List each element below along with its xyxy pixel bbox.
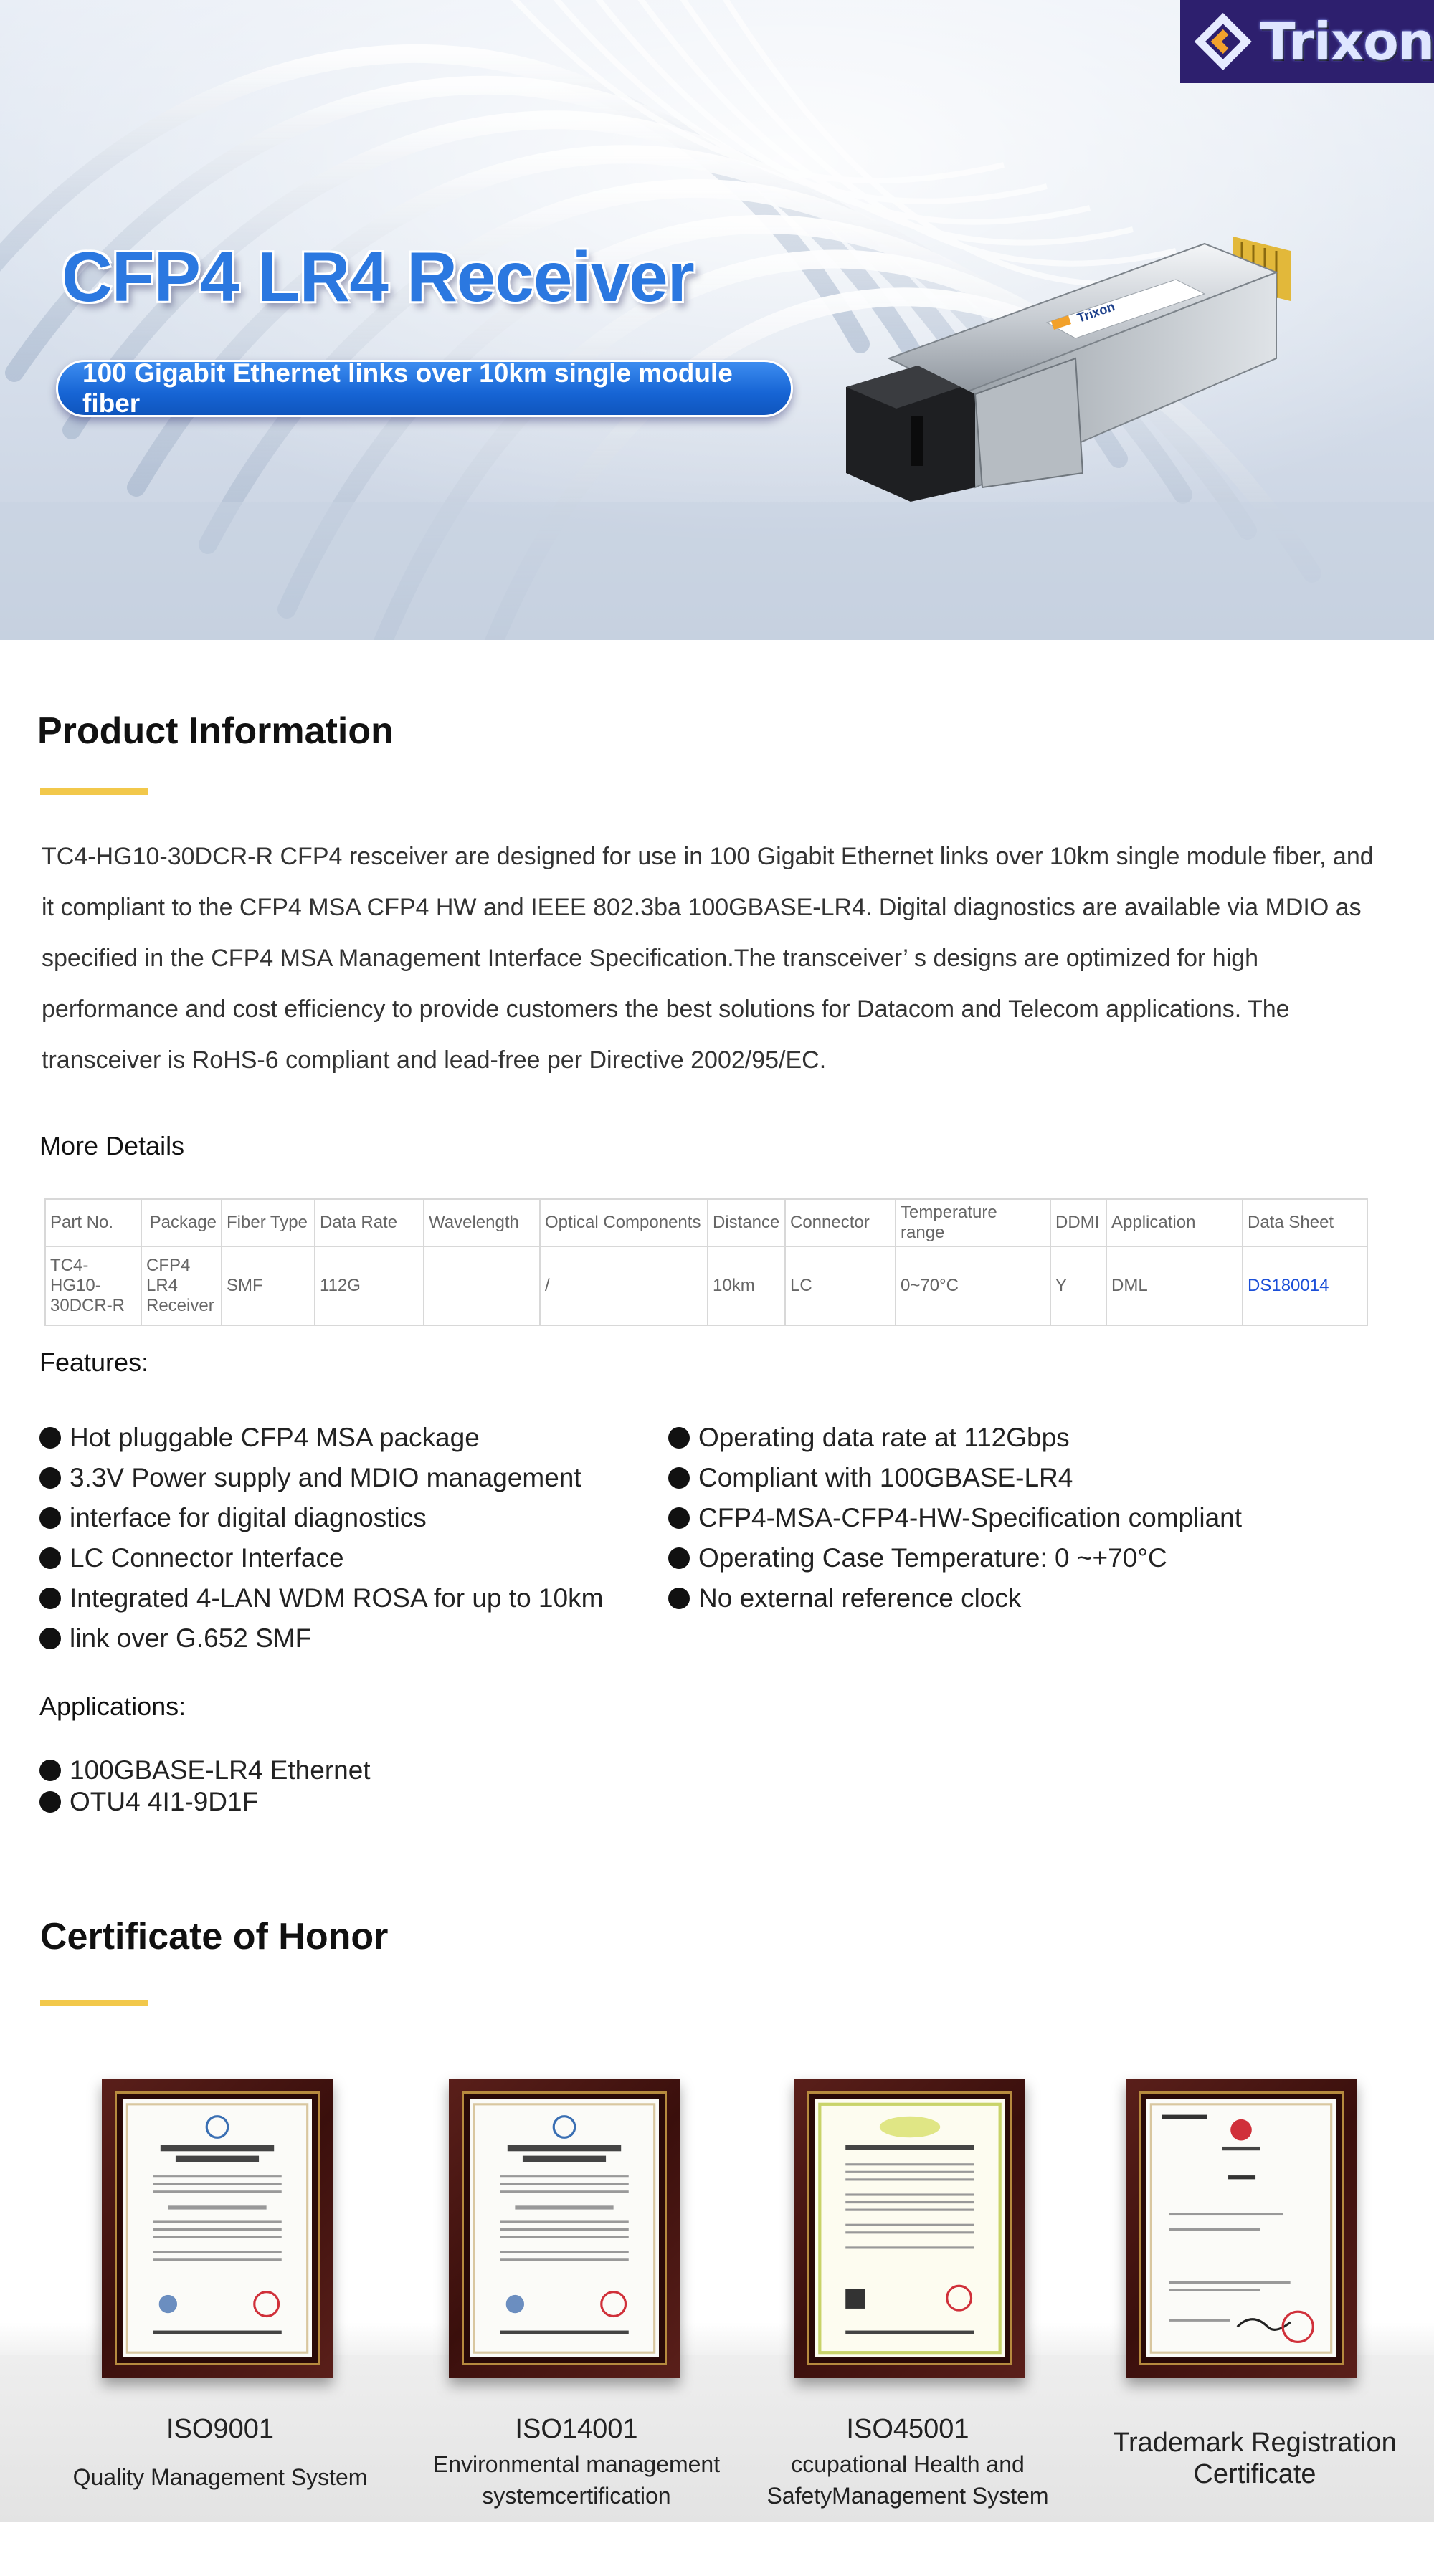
bullet-icon	[39, 1427, 61, 1449]
list-item: LC Connector Interface	[39, 1538, 603, 1578]
table-row	[45, 1246, 1367, 1325]
cell-connector: LC	[785, 1246, 896, 1325]
features-heading: Features:	[39, 1347, 149, 1377]
col-ddmi: DDMI	[1050, 1199, 1106, 1246]
cell-temperature-range: 0~70°C	[896, 1246, 1050, 1325]
cert-iso45001-title: ISO45001	[846, 2414, 969, 2444]
list-item: Operating Case Temperature: 0 ~+70°C	[668, 1538, 1242, 1578]
cell-fiber-type: SMF	[222, 1246, 315, 1325]
list-item: Hot pluggable CFP4 MSA package	[39, 1418, 603, 1458]
cell-part-no: TC4-HG10-30DCR-R	[45, 1246, 141, 1325]
col-package: Package	[141, 1199, 222, 1246]
col-application: Application	[1106, 1199, 1243, 1246]
cert-trademark-title: Trademark Registration Certificate	[1113, 2428, 1397, 2489]
brand-logo[interactable]	[1180, 0, 1434, 83]
certificate-accent-bar	[40, 2000, 148, 2006]
applications-heading: Applications:	[39, 1692, 186, 1721]
product-description: TC4-HG10-30DCR-R CFP4 resceiver are designed for use in 100 Gigabit Ethernet links over 10km single module fiber, and it compliant to the CFP4 MSA CFP4 HW and IEEE 802.3ba 100GBASE-LR4. Digital diagnostics are available via MDIO as specified in the CFP4 MSA Management Interface Specification.The transceiver’ s designs are optimized for high performance and cost efficiency to provide customers the best solutions for Datacom and Telecom applications. The transceiver is RoHS-6 compliant and lead-free per Directive 2002/95/EC.	[42, 843, 1374, 1074]
cert-iso9001-subtitle: Quality Management System	[72, 2464, 368, 2490]
col-fiber-type: Fiber Type	[222, 1199, 315, 1246]
cert-iso45001-subtitle: ccupational Health and SafetyManagement System	[766, 2451, 1049, 2509]
bullet-icon	[668, 1467, 690, 1489]
certificate-document-icon	[123, 2099, 312, 2357]
certificate-document-icon	[1146, 2099, 1336, 2357]
col-temperature-range: Temperature range	[896, 1199, 1050, 1246]
col-optical-components: Optical Components	[540, 1199, 708, 1246]
banner-subtitle-pill: 100 Gigabit Ethernet links over 10km single module fiber	[56, 360, 793, 417]
hero-banner	[0, 0, 1434, 640]
cell-distance: 10km	[708, 1246, 785, 1325]
list-item: Operating data rate at 112Gbps	[668, 1418, 1242, 1458]
list-item: link over G.652 SMF	[39, 1618, 603, 1659]
product-info-accent-bar	[40, 788, 148, 795]
list-item: No external reference clock	[668, 1578, 1242, 1618]
bullet-icon	[668, 1507, 690, 1529]
bullet-icon	[668, 1547, 690, 1569]
cell-wavelength	[424, 1246, 540, 1325]
cell-data-rate: 112G	[315, 1246, 424, 1325]
more-details-heading: More Details	[39, 1131, 185, 1160]
bullet-icon	[39, 1547, 61, 1569]
bullet-icon	[39, 1588, 61, 1609]
certificate-document-icon	[470, 2099, 659, 2357]
product-info-heading: Product Information	[37, 710, 394, 752]
col-wavelength: Wavelength	[424, 1199, 540, 1246]
certificate-iso9001-image	[102, 2079, 333, 2378]
cert-iso14001-subtitle: Environmental management systemcertification	[432, 2451, 721, 2509]
col-data-rate: Data Rate	[315, 1199, 424, 1246]
col-data-sheet: Data Sheet	[1243, 1199, 1367, 1246]
cell-package: CFP4 LR4 Receiver	[141, 1246, 222, 1325]
certificate-iso14001-image	[449, 2079, 680, 2378]
cert-iso9001-title: ISO9001	[166, 2414, 274, 2444]
table-header-row	[45, 1199, 1367, 1246]
spec-table	[44, 1198, 1368, 1326]
data-sheet-link[interactable]: DS180014	[1248, 1276, 1329, 1295]
cell-optical-components: /	[540, 1246, 708, 1325]
trixon-logo-icon	[1190, 7, 1255, 76]
bullet-icon	[39, 1791, 61, 1813]
col-distance: Distance	[708, 1199, 785, 1246]
bullet-icon	[39, 1760, 61, 1781]
certificate-document-icon	[815, 2099, 1005, 2357]
bullet-icon	[668, 1588, 690, 1609]
cert-iso14001-title: ISO14001	[515, 2414, 638, 2444]
bullet-icon	[39, 1628, 61, 1649]
features-list-left	[39, 1418, 603, 1659]
list-item: 100GBASE-LR4 Ethernet	[39, 1755, 371, 1786]
bullet-icon	[668, 1427, 690, 1449]
features-list-right	[668, 1418, 1242, 1618]
col-connector: Connector	[785, 1199, 896, 1246]
applications-list	[39, 1755, 371, 1818]
bullet-icon	[39, 1507, 61, 1529]
col-part-no: Part No.	[45, 1199, 141, 1246]
certificate-heading: Certificate of Honor	[40, 1916, 389, 1957]
list-item: Compliant with 100GBASE-LR4	[668, 1458, 1242, 1498]
cell-application: DML	[1106, 1246, 1243, 1325]
list-item: 3.3V Power supply and MDIO management	[39, 1458, 603, 1498]
certificate-iso45001-image	[794, 2079, 1025, 2378]
brand-name: Trixon	[1260, 11, 1434, 72]
certificate-trademark-image	[1126, 2079, 1357, 2378]
banner-title: CFP4 LR4 Receiver	[62, 237, 694, 316]
list-item: CFP4-MSA-CFP4-HW-Specification compliant	[668, 1498, 1242, 1538]
list-item: Integrated 4-LAN WDM ROSA for up to 10km	[39, 1578, 603, 1618]
list-item: interface for digital diagnostics	[39, 1498, 603, 1538]
list-item: OTU4 4I1-9D1F	[39, 1786, 371, 1818]
bullet-icon	[39, 1467, 61, 1489]
module-brand-label: Trixon	[1075, 299, 1117, 325]
cfp4-module-image	[832, 215, 1334, 530]
cell-ddmi: Y	[1050, 1246, 1106, 1325]
